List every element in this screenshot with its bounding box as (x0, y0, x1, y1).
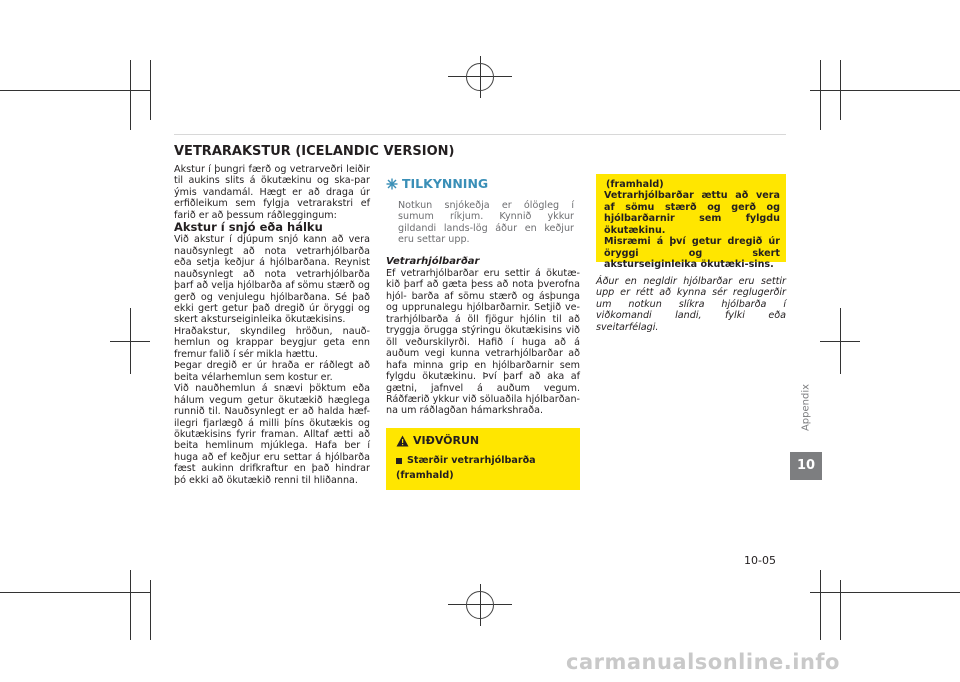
header-rule (174, 134, 786, 135)
crop-mark (0, 592, 150, 593)
notice-title: TILKYNNING (402, 176, 489, 191)
registration-circle (466, 591, 494, 619)
box-continued-label: (framhald) (606, 179, 664, 190)
section-heading: Akstur í snjó eða hálku (174, 220, 323, 235)
paragraph: Við nauðhemlun á snævi þöktum eða hálum vegum getur ökutækið hæglega runnið til. Nauðsynlegt er að halda hæf-ilegri fjarlægð á milli þíns ökutækis og ökutækisins fyrir framan. Alltaf ætti að beita hemlinum mjúklega. Hafa ber í huga að ef keðjur eru settar á hjólbarða fæst aukinn drifkraftur en það hindrar þó ekki að ökutækið renni til hliðanna. (174, 383, 370, 486)
notice-text: Notkun snjókeðja er ólögleg í sumum ríkjum. Kynnið ykkur gildandi lands-lög áður en keðjur eru settar upp. (398, 200, 574, 246)
paragraph: Hraðakstur, skyndileg hröðun, nauð-hemlun og krappar beygjur geta enn fremur falið í sér mikla hættu. (174, 325, 370, 360)
crop-mark (0, 90, 150, 91)
crop-mark (810, 592, 960, 593)
warning-continued: (framhald) (396, 470, 454, 481)
warning-box (386, 428, 580, 490)
crop-mark (820, 60, 821, 130)
left-column (174, 164, 370, 486)
crop-mark (150, 60, 151, 120)
side-label: Appendix (800, 383, 812, 432)
registration-mark (820, 341, 860, 342)
notice-section (386, 176, 580, 191)
registration-mark (110, 341, 150, 342)
crop-mark (840, 580, 841, 640)
warning-triangle-icon (396, 435, 409, 447)
warning-item: Stærðir vetrarhjólbarða (407, 455, 536, 466)
box-text: Vetrarhjólbarðar ættu að vera af sömu stærð og gerð og hjólbarðarnir sem fylgdu ökutækinu. (604, 190, 780, 236)
registration-circle (466, 63, 494, 91)
crop-mark (130, 60, 131, 130)
crop-mark (820, 570, 821, 640)
warning-box-continued (596, 174, 786, 271)
box-text: Misræmi á því getur dregið úr öryggi og skert aksturseiginleika ökutæki-sins. (604, 236, 780, 271)
paragraph: Þegar dregið er úr hraða er ráðlegt að beita vélarhemlun sem kostur er. (174, 360, 370, 383)
chapter-tab: 10 (790, 452, 822, 480)
snowflake-icon (386, 178, 398, 190)
paragraph: Við akstur í djúpum snjó kann að vera nauðsynlegt að nota vetrarhjólbarða eða setja keðjur á hjólbarðana. Reynist nauðsynlegt að nota vetrarhjólbarða þarf að velja hjólbarða af sömu stærð og gerð og venjulegu hjólbarðana. Sé það ekki gert getur það dregið úr öryggi og skert aksturseiginleika ökutækisins. (174, 234, 370, 326)
page-title: VETRARAKSTUR (ICELANDIC VERSION) (174, 144, 455, 159)
square-bullet-icon (396, 458, 402, 464)
middle-column (386, 256, 580, 417)
section-heading: Vetrarhjólbarðar (386, 256, 480, 267)
crop-mark (130, 570, 131, 640)
page-number: 10-05 (744, 554, 776, 567)
crop-mark (840, 60, 841, 120)
italic-note: Áður en negldir hjólbarðar eru settir upp er rétt að kynna sér reglugerðir um notkun slíkra hjólbarða í viðkomandi landi, fylki eða sveitarfélagi. (596, 276, 786, 333)
watermark: carmanualsonline.info (566, 650, 840, 674)
intro-paragraph: Akstur í þungri færð og vetrarveðri leiðir til aukins slits á ökutækinu og ska-par ýmis vandamál. Hægt er að draga úr erfiðleikum sem fylgja vetrarakstri ef farið er að þessum ráðleggingum: (174, 164, 370, 221)
crop-mark (150, 580, 151, 640)
crop-mark (810, 90, 960, 91)
warning-title: VIÐVÖRUN (413, 434, 480, 447)
paragraph: Ef vetrarhjólbarðar eru settir á ökutæ-kið þarf að gæta þess að nota þverofna hjól- barða af sömu stærð og ásþunga og upprunalegu hjólbarðarnir. Setjið ve-trarhjólbarða á öll fjögur hjólin til að tryggja örugga stýringu ökutækisins við öll veðurskilyrði. Hafið í huga að á auðum vegi kunna vetrarhjólbarðar að hafa minna grip en hjólbarðarnir sem fylgdu ökutækinu. Því þarf að aka af gætni, jafnvel á auðum vegum. Ráðfærið ykkur við söluaðila hjólbarðan-na um ráðlagðan hámarkshraða. (386, 268, 580, 417)
